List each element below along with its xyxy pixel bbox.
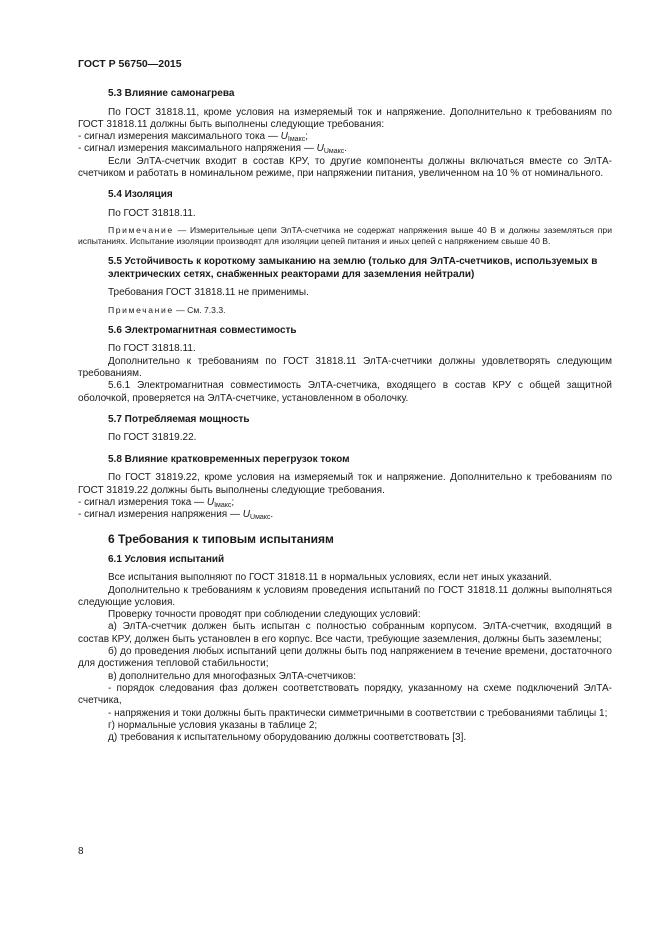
section-5-3-paragraph: По ГОСТ 31818.11, кроме условия на измеряемый ток и напряжение. Дополнительно к требованиям по ГОСТ 31818.11 должны быть выполнены следующие требования:: [78, 106, 612, 130]
section-5-3-item-voltage: - сигнал измерения максимального напряжения — $U_{Uмакс}$.: [78, 143, 348, 156]
section-6-1-paragraph: Все испытания выполняют по ГОСТ 31818.11 в нормальных условиях, если нет иных указаний.: [108, 572, 552, 584]
section-5-4-note: Примечание — Измерительные цепи ЭлТА-счетчика не содержат напряжения выше 40 В и должны заземляться при испытаниях. Испытание изоляции производят для изоляции цепей питания и иных цепей с напряжением свыше 40 В.: [78, 225, 613, 247]
section-5-8-item-current: - сигнал измерения тока — $U_{Iмакс}$;: [78, 496, 235, 509]
section-5-6-paragraph: Дополнительно к требованиям по ГОСТ 31818.11 ЭлТА-счетчики должны удовлетворять следующим требованиям.: [78, 355, 612, 380]
section-6-1-title: 6.1 Условия испытаний: [108, 553, 225, 565]
section-5-3-paragraph: Если ЭлТА-счетчик входит в состав КРУ, то другие компоненты должны включаться вместе со ЭлТА-счетчиком и работать в номинальном режиме, при напряжении питания, увеличенном на 10 % от номинального.: [78, 155, 612, 179]
section-5-3-title: 5.3 Влияние самонагрева: [108, 88, 235, 99]
document-body: [78, 88, 612, 744]
section-6-1-subitem: - порядок следования фаз должен соответствовать порядку, указанному на схеме подключений ЭлТА-счетчика,: [78, 682, 612, 707]
section-5-8-paragraph: По ГОСТ 31819.22, кроме условия на измеряемый ток и напряжение. Дополнительно к требованиям по ГОСТ 31819.22 должны быть выполнены следующие требования.: [78, 472, 612, 496]
page-number: 8: [78, 846, 84, 857]
document-header: ГОСТ Р 56750—2015: [78, 58, 182, 70]
section-6-1-item-b: б) до проведения любых испытаний цепи должны быть под напряжением в течение времени, достаточного для достижения тепловой стабильности;: [78, 646, 612, 670]
section-6-1-item-c: в) дополнительно для многофазных ЭлТА-счетчиков:: [108, 670, 356, 682]
section-5-6-paragraph: По ГОСТ 31818.11.: [108, 343, 196, 355]
section-6-1-paragraph: Проверку точности проводят при соблюдении следующих условий:: [108, 609, 421, 621]
section-5-7-paragraph: По ГОСТ 31819.22.: [108, 432, 197, 444]
section-5-5-paragraph: Требования ГОСТ 31818.11 не применимы.: [108, 287, 309, 299]
section-6-1-item-d: г) нормальные условия указаны в таблице 2;: [108, 719, 318, 731]
section-5-6-1-paragraph: 5.6.1 Электромагнитная совместимость ЭлТА-счетчика, входящего в состав КРУ с общей защитной оболочкой, проверяется на ЭлТА-счетчике, установленном в оболочку.: [78, 380, 612, 404]
section-6-1-item-e: д) требования к испытательному оборудованию должны соответствовать [3].: [108, 732, 467, 744]
section-6-1-subitem: - напряжения и токи должны быть практически симметричными в соответствии с требованиями таблицы 1;: [108, 707, 608, 719]
section-6-1-item-a: а) ЭлТА-счетчик должен быть испытан с полностью собранным корпусом. ЭлТА-счетчик, входящий в состав КРУ, должен быть установлен в его корпус. Все части, требующие заземления, должны быть заземлены;: [78, 621, 612, 645]
section-5-7-title: 5.7 Потребляемая мощность: [108, 413, 250, 425]
section-5-3-item-current: - сигнал измерения максимального тока — $U_{Iмакс}$;: [78, 131, 308, 144]
section-6-title: 6 Требования к типовым испытаниям: [108, 532, 334, 547]
section-5-6-title: 5.6 Электромагнитная совместимость: [108, 324, 297, 336]
section-6-1-paragraph: Дополнительно к требованиям к условиям проведения испытаний по ГОСТ 31818.11 должны выполняться следующие условия.: [78, 584, 612, 608]
section-5-8-item-voltage: - сигнал измерения напряжения — $U_{Uмакс}$.: [78, 509, 274, 522]
section-5-5-title: 5.5 Устойчивость к короткому замыканию на землю (только для ЭлТА-счетчиков, используемых в электрических сетях, снабженных реакторами для заземления нейтрали): [108, 256, 598, 280]
section-5-4-paragraph: По ГОСТ 31818.11.: [108, 207, 196, 219]
section-5-8-title: 5.8 Влияние кратковременных перегрузок током: [108, 453, 350, 465]
section-5-4-title: 5.4 Изоляция: [108, 189, 173, 201]
section-5-5-note: Примечание — См. 7.3.3.: [108, 304, 226, 315]
